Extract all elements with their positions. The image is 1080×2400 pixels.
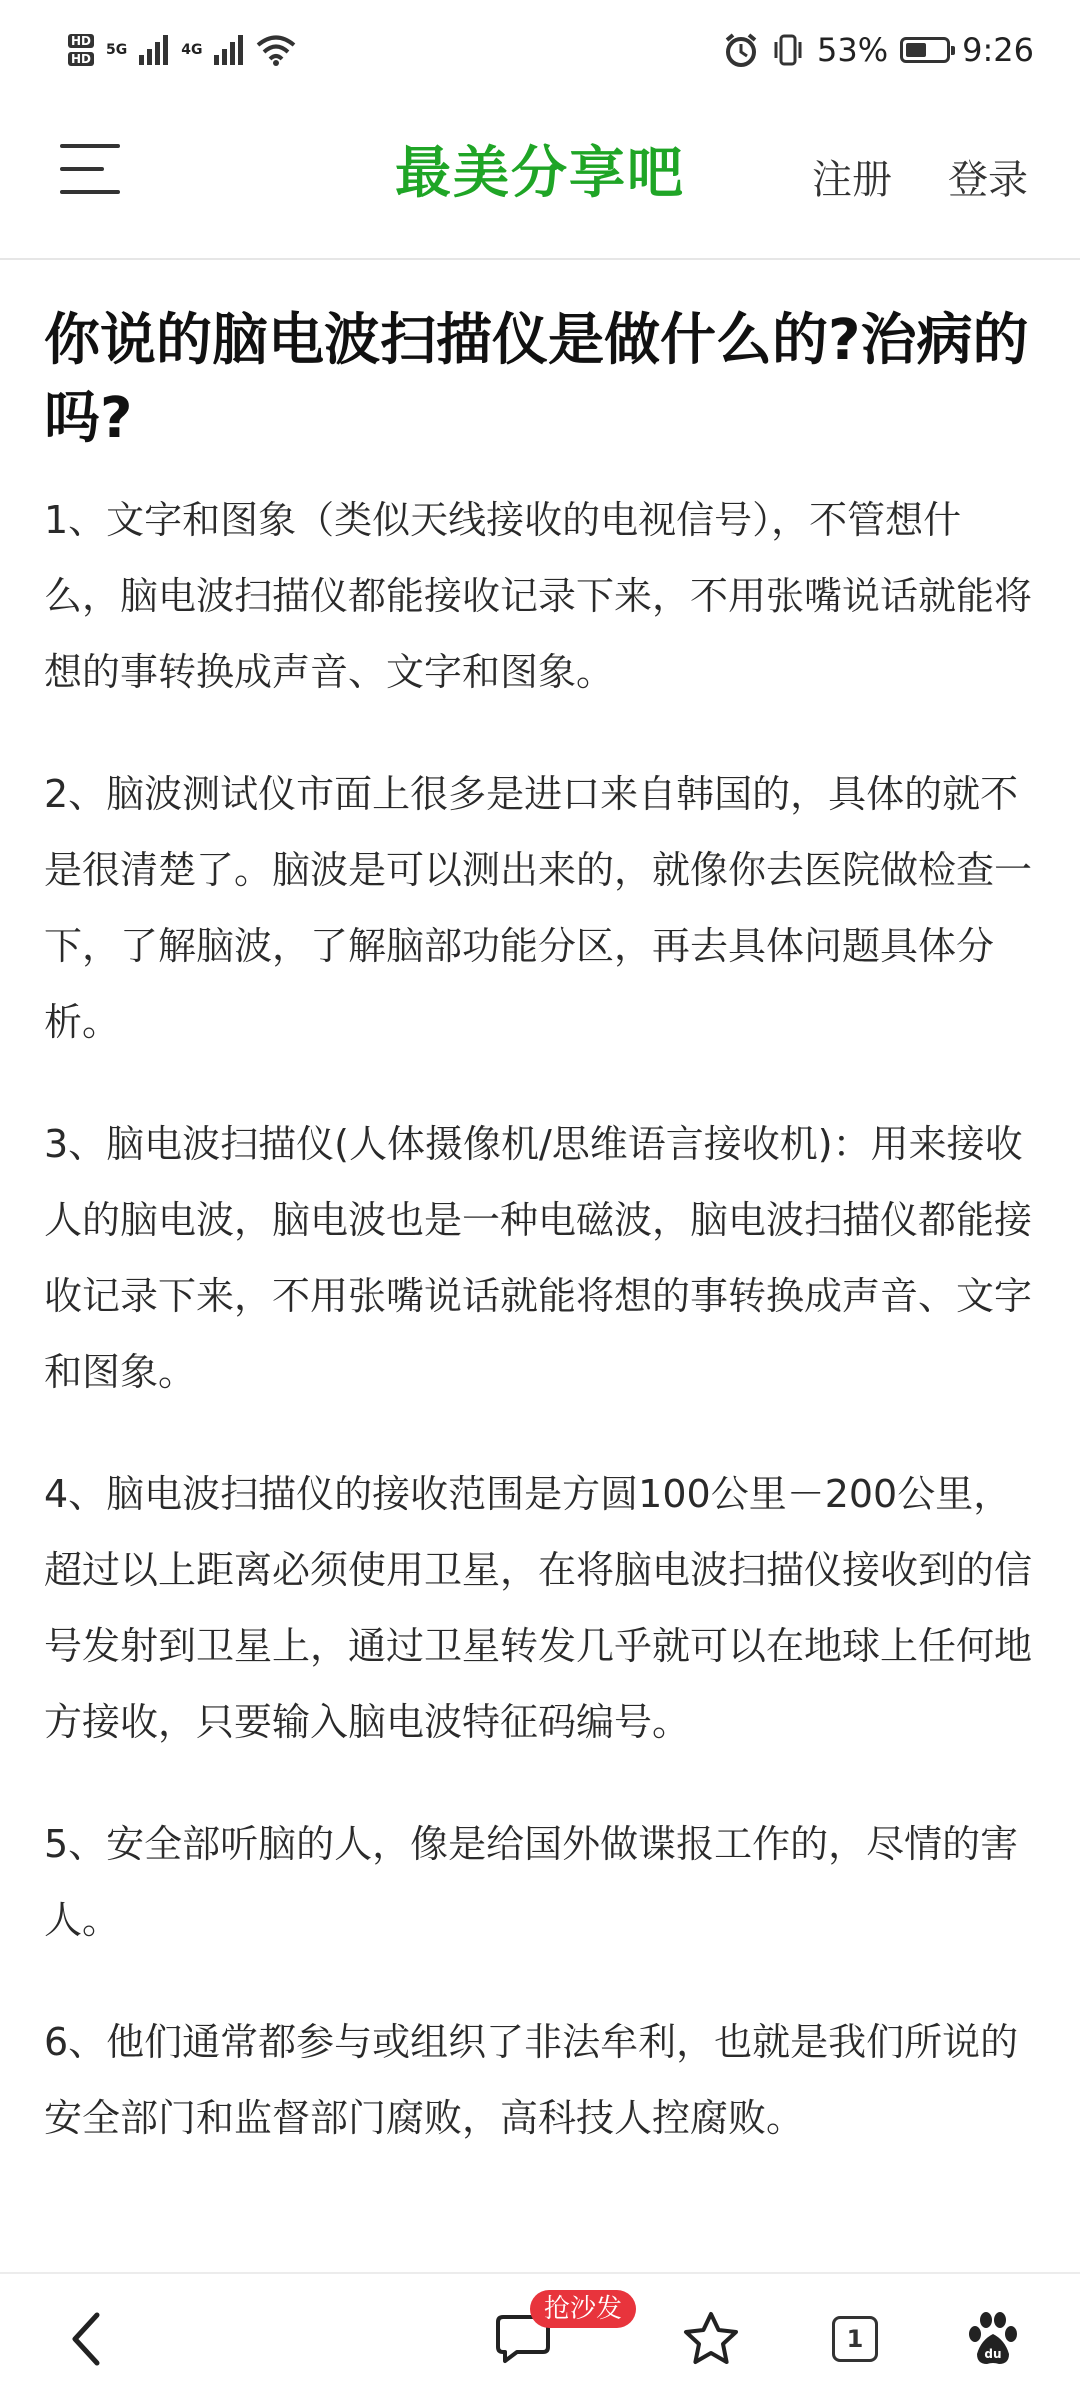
menu-line [60,144,120,148]
signal-icon-2 [214,35,244,65]
alarm-icon [723,32,759,68]
tabs-icon: 1 [832,2316,878,2362]
battery-percent: 53% [817,31,889,69]
register-link[interactable]: 注册 [812,157,892,203]
hd-indicator [68,34,94,66]
svg-text:du: du [984,2347,1002,2361]
battery-fill [906,43,926,57]
login-link[interactable]: 登录 [948,157,1028,203]
article-paragraph: 4、脑电波扫描仪的接收范围是方圆100公里－200公里，超过以上距离必须使用卫星，在将脑电波扫描仪接收到的信号发射到卫星上，通过卫星转发几乎就可以在地球上任何地方接收，只要输入脑电波特征码编号。 [44,1472,1033,1744]
battery-icon [900,37,950,63]
hd-label-2: HD [68,52,94,66]
menu-line [60,167,104,171]
article-paragraph: 6、他们通常都参与或组织了非法牟利，也就是我们所说的安全部门和监督部门腐败，高科技人控腐败。 [44,2020,1019,2140]
article-paragraph: 5、安全部听脑的人，像是给国外做谍报工作的，尽情的害人。 [44,1822,1019,1942]
status-right [723,31,1034,69]
article-paragraph: 3、脑电波扫描仪(人体摄像机/思维语言接收机)：用来接收人的脑电波，脑电波也是一种电磁波，脑电波扫描仪都能接收记录下来，不用张嘴说话就能将想的事转换成声音、文字和图象。 [44,1122,1033,1394]
back-button[interactable] [52,2304,122,2374]
menu-button[interactable] [60,144,120,194]
article [0,260,1080,2202]
network-5g [106,43,127,57]
network-4g-label: 4G [181,42,203,58]
menu-line [60,190,120,194]
article-title: 你说的脑电波扫描仪是做什么的?治病的吗? [44,308,1029,451]
wifi-icon [256,34,296,66]
star-icon [681,2310,741,2368]
vibrate-icon [771,32,805,68]
site-header [0,100,1080,260]
article-paragraph: 2、脑波测试仪市面上很多是进口来自韩国的，具体的就不是很清楚了。脑波是可以测出来的，就像你去医院做检查一下，了解脑波，了解脑部功能分区，再去具体问题具体分析。 [44,772,1033,1044]
signal-icon [139,35,169,65]
hd-label: HD [68,34,94,48]
favorite-button[interactable] [676,2304,746,2374]
article-paragraph: 1、文字和图象（类似天线接收的电视信号），不管想什么，脑电波扫描仪都能接收记录下来，不用张嘴说话就能将想的事转换成声音、文字和图象。 [44,498,1033,694]
back-icon [67,2309,107,2369]
baidu-button[interactable] [958,2304,1028,2374]
site-logo[interactable]: 最美分享吧 [395,141,685,206]
status-left [68,34,296,66]
baidu-paw-icon [965,2310,1021,2368]
network-4g [181,43,202,57]
bottom-nav [0,2272,1080,2400]
status-bar [0,0,1080,100]
tabs-button[interactable] [820,2304,890,2374]
clock: 9:26 [962,31,1034,69]
network-5g-label: 5G [106,42,128,58]
sofa-badge[interactable]: 抢沙发 [530,2290,636,2328]
